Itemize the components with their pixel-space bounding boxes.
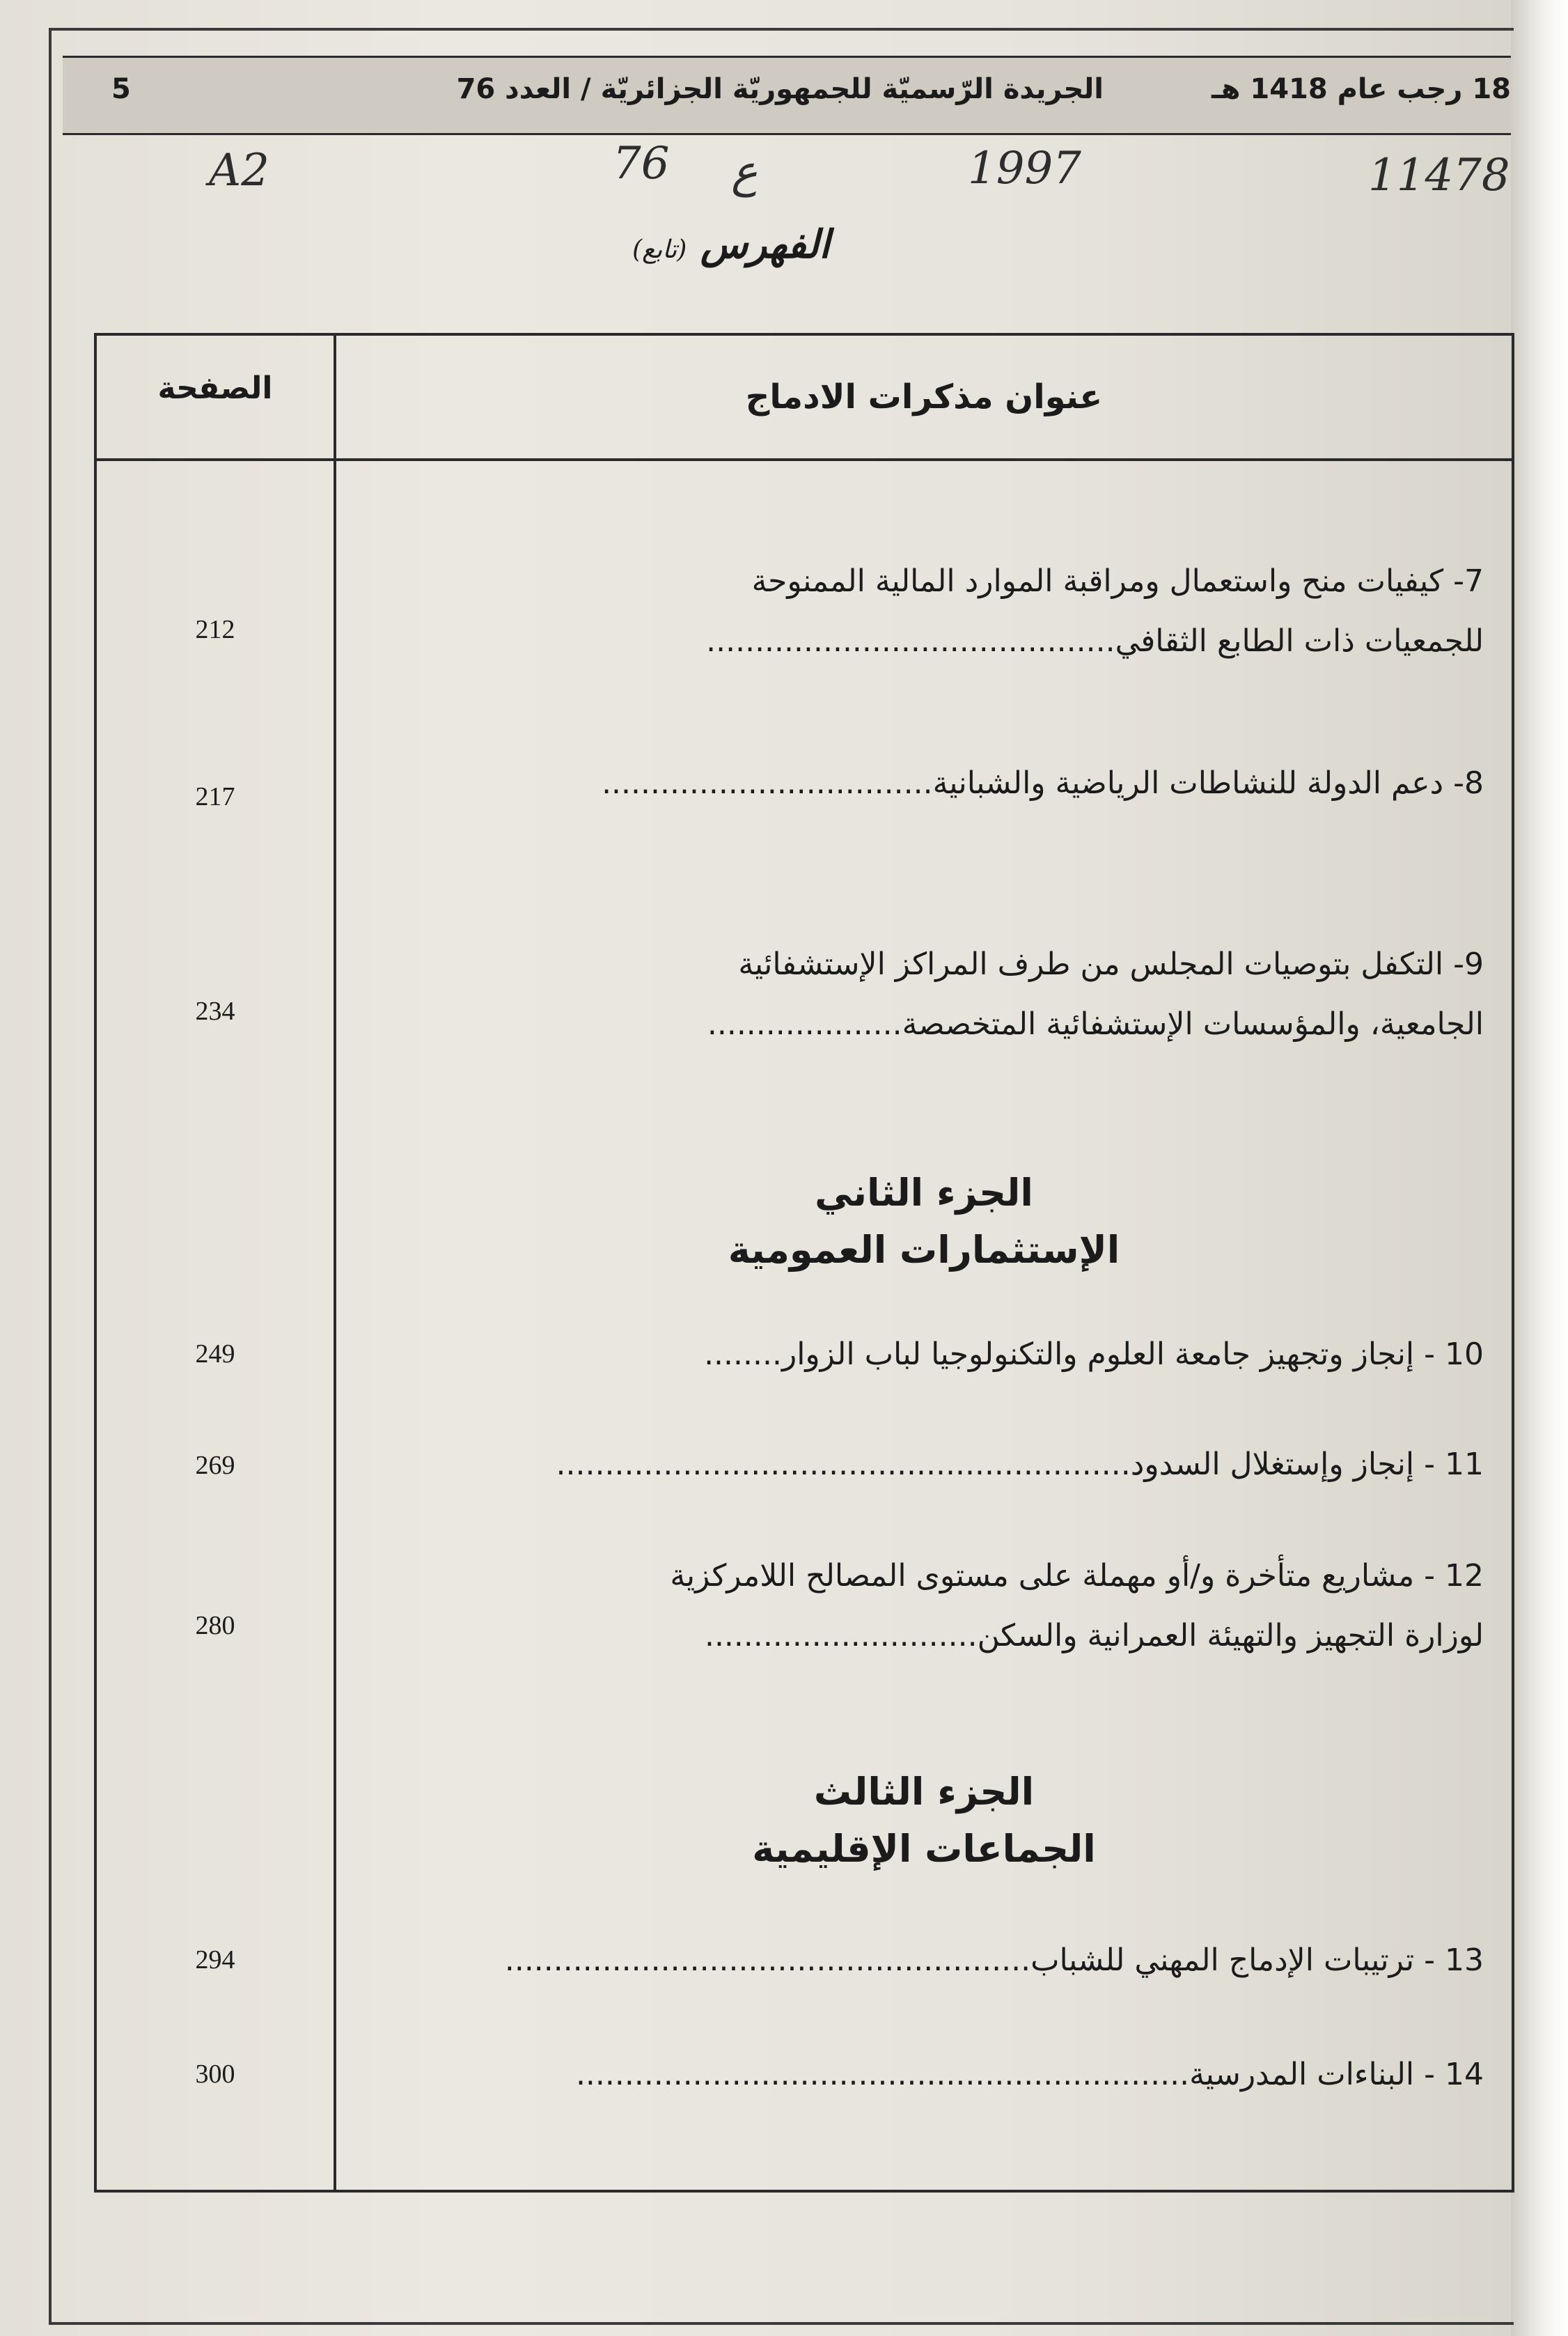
header-journal: الجريدة الرّسميّة للجمهوريّة الجزائريّة / العدد 76 bbox=[456, 73, 1104, 105]
entry-10-page: 249 bbox=[195, 1339, 235, 1369]
column-header-page: الصفحة bbox=[157, 371, 273, 406]
entry-12 bbox=[389, 1546, 1484, 1666]
entry-dots: .................................. bbox=[602, 765, 933, 801]
entry-dots: ........ bbox=[704, 1337, 782, 1372]
part-two-heading bbox=[336, 1165, 1512, 1279]
entry-dots: ............................................................... bbox=[575, 2057, 1190, 2092]
handwritten-letter: ع bbox=[731, 146, 758, 198]
entry-13 bbox=[389, 1931, 1484, 1991]
part-two-subtitle: الإستثمارات العمومية bbox=[728, 1228, 1120, 1272]
entry-dots: ........................................................... bbox=[556, 1447, 1131, 1482]
entry-text: 11 - إنجاز وإستغلال السدود bbox=[1130, 1447, 1484, 1482]
header-page-number: 5 bbox=[111, 73, 131, 105]
header-divider bbox=[97, 458, 1512, 461]
entry-14 bbox=[389, 2045, 1484, 2105]
entry-text: 12 - مشاريع متأخرة و/أو مهملة على مستوى المصالح اللامركزية bbox=[670, 1558, 1484, 1594]
entry-12-page: 280 bbox=[195, 1611, 235, 1640]
entry-13-page: 294 bbox=[195, 1945, 235, 1975]
entry-text-cont: الجامعية، والمؤسسات الإستشفائية المتخصصة bbox=[902, 1006, 1484, 1042]
part-three-label: الجزء الثالث bbox=[813, 1770, 1035, 1814]
entry-text: 10 - إنجاز وتجهيز جامعة العلوم والتكنولوجيا لباب الزوار bbox=[781, 1337, 1484, 1372]
entry-dots: ...................................................... bbox=[504, 1942, 1031, 1978]
entry-8 bbox=[389, 754, 1484, 813]
handwritten-year: 1997 bbox=[968, 143, 1081, 194]
running-header bbox=[63, 56, 1511, 135]
entry-7 bbox=[389, 552, 1484, 671]
part-two-label: الجزء الثاني bbox=[815, 1171, 1033, 1215]
part-three-heading bbox=[336, 1763, 1512, 1878]
entry-text: 14 - البناءات المدرسية bbox=[1189, 2057, 1484, 2092]
handwritten-issue: 76 bbox=[613, 138, 670, 189]
title-sub: (تابع) bbox=[632, 235, 687, 264]
column-header-title: عنوان مذكرات الادماج bbox=[745, 377, 1103, 416]
entry-text-cont: للجمعيات ذات الطابع الثقافي bbox=[1115, 623, 1484, 659]
entry-10 bbox=[389, 1325, 1484, 1385]
handwritten-ref: A2 bbox=[209, 145, 269, 196]
entry-text: 13 - ترتيبات الإدماج المهني للشباب bbox=[1030, 1942, 1484, 1978]
entry-text: 7- كيفيات منح واستعمال ومراقبة الموارد المالية الممنوحة bbox=[751, 563, 1484, 599]
entry-7-page: 212 bbox=[195, 615, 235, 644]
header-date: 18 رجب عام 1418 هـ bbox=[1212, 73, 1511, 105]
entry-8-page: 217 bbox=[195, 782, 235, 811]
index-table bbox=[94, 333, 1514, 2193]
entry-dots: ............................ bbox=[704, 1618, 978, 1653]
handwritten-code: 11478 bbox=[1368, 150, 1510, 201]
page-edge bbox=[1511, 0, 1568, 2336]
entry-dots: .......................................... bbox=[706, 623, 1115, 659]
entry-11 bbox=[389, 1435, 1484, 1495]
entry-11-page: 269 bbox=[195, 1451, 235, 1480]
entry-9-page: 234 bbox=[195, 997, 235, 1026]
entry-text: 9- التكفل بتوصيات المجلس من طرف المراكز الإستشفائية bbox=[738, 947, 1484, 982]
entry-14-page: 300 bbox=[195, 2059, 235, 2089]
title-main: الفهرس bbox=[700, 221, 830, 267]
index-title bbox=[0, 221, 1462, 267]
entry-9 bbox=[389, 935, 1484, 1054]
entry-text-cont: لوزارة التجهيز والتهيئة العمرانية والسكن bbox=[977, 1618, 1484, 1653]
entry-text: 8- دعم الدولة للنشاطات الرياضية والشبانية bbox=[932, 765, 1484, 801]
entry-dots: .................... bbox=[707, 1006, 902, 1042]
part-three-subtitle: الجماعات الإقليمية bbox=[752, 1827, 1096, 1871]
